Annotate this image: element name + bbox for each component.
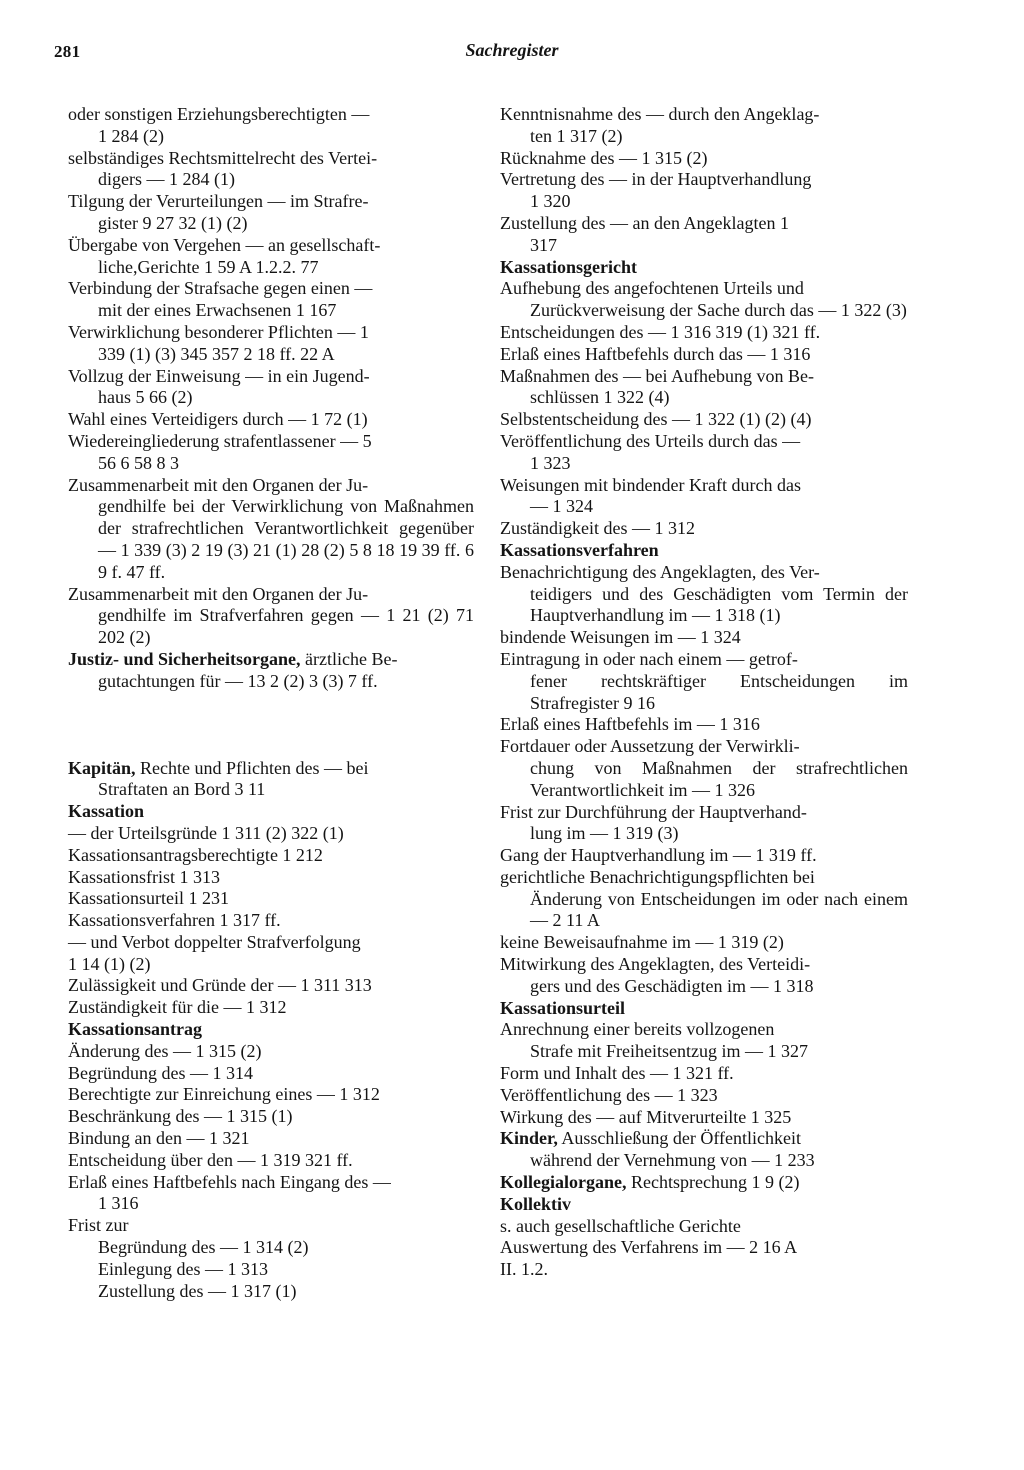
entry-text: Frist zur	[68, 1215, 129, 1236]
index-entry	[68, 409, 474, 431]
index-entry	[500, 344, 908, 366]
index-column-left	[68, 104, 474, 1302]
entry-text: — der Urteilsgründe 1 311 (2) 322 (1)	[68, 822, 344, 843]
entry-continuation: während der Vernehmung von — 1 233	[530, 1150, 815, 1171]
entry-text: Bindung an den — 1 321	[68, 1128, 250, 1149]
index-entry	[500, 562, 908, 627]
index-entry	[68, 1128, 474, 1150]
index-entry	[68, 1041, 474, 1063]
entry-continuation: schlüssen 1 322 (4)	[530, 387, 670, 408]
entry-text: gerichtliche Benachrichtigungspflichten bei	[500, 866, 815, 887]
entry-continuation: Änderung von Entscheidungen im oder nach einem — 2 11 A	[530, 888, 908, 931]
index-entry	[500, 213, 908, 257]
index-entry	[500, 714, 908, 736]
index-entry	[500, 518, 908, 540]
entry-heading: Kassationsgericht	[500, 256, 637, 277]
index-entry	[68, 148, 474, 192]
index-entry	[68, 758, 474, 802]
index-entry	[68, 1084, 474, 1106]
index-entry	[500, 932, 908, 954]
entry-text: Benachrichtigung des Angeklagten, des Ver-	[500, 561, 820, 582]
entry-continuation: lung im — 1 319 (3)	[530, 823, 679, 844]
entry-text: Verwirklichung besonderer Pflichten — 1	[68, 321, 369, 342]
index-entry	[500, 257, 908, 279]
index-entry	[500, 148, 908, 170]
entry-text: Entscheidung über den — 1 319 321 ff.	[68, 1149, 353, 1170]
entry-text: Zustellung des — 1 317 (1)	[98, 1280, 297, 1301]
entry-text: Rechte und Pflichten des — bei	[135, 757, 369, 778]
index-entry	[500, 1128, 908, 1172]
entry-heading: Kassationsantrag	[68, 1019, 203, 1040]
entry-continuation: gutachtungen für — 13 2 (2) 3 (3) 7 ff.	[98, 670, 378, 691]
entry-heading: Kassationsurteil	[500, 997, 626, 1018]
entry-text: Vertretung des — in der Hauptverhandlung	[500, 169, 812, 190]
index-entry	[500, 736, 908, 801]
entry-text: Übergabe von Vergehen — an gesellschaft-	[68, 234, 381, 255]
entry-text: keine Beweisaufnahme im — 1 319 (2)	[500, 932, 784, 953]
entry-text: Zusammenarbeit mit den Organen der Ju-	[68, 474, 369, 495]
entry-continuation: II. 1.2.	[500, 1259, 548, 1280]
index-entry	[68, 235, 474, 279]
entry-text: Eintragung in oder nach einem — getrof-	[500, 648, 798, 669]
index-entry	[68, 278, 474, 322]
index-entry	[500, 409, 908, 431]
index-entry	[68, 191, 474, 235]
index-entry	[68, 1106, 474, 1128]
index-entry	[68, 975, 474, 997]
index-entry	[500, 649, 908, 714]
index-entry	[500, 998, 908, 1020]
entry-text: Wiedereingliederung strafentlassener — 5	[68, 430, 372, 451]
entry-text: Kassationsfrist 1 313	[68, 866, 220, 887]
entry-text: Rechtsprechung 1 9 (2)	[626, 1172, 800, 1193]
entry-text: Einlegung des — 1 313	[98, 1258, 268, 1279]
index-entry	[68, 910, 474, 932]
entry-text: Kenntnisnahme des — durch den Angeklag-	[500, 104, 820, 124]
entry-continuation: liche,Gerichte 1 59 A 1.2.2. 77	[98, 256, 319, 277]
entry-text: Zuständigkeit des — 1 312	[500, 518, 695, 539]
index-entry	[68, 801, 474, 823]
entry-continuation: teidigers und des Geschädigten vom Termin der Hauptverhandlung im — 1 318 (1)	[530, 583, 908, 626]
index-entry	[500, 1019, 908, 1063]
entry-text: Kassationsantragsberechtigte 1 212	[68, 844, 323, 865]
index-entry	[68, 1237, 474, 1259]
entry-text: Wahl eines Verteidigers durch — 1 72 (1)	[68, 409, 368, 430]
entry-text: Auswertung des Verfahrens im — 2 16 A	[500, 1237, 798, 1258]
entry-continuation: mit der eines Erwachsenen 1 167	[98, 300, 337, 321]
index-entry	[500, 1172, 908, 1194]
entry-text: Aufhebung des angefochtenen Urteils und	[500, 278, 804, 299]
index-entry	[500, 104, 908, 148]
index-entry	[68, 584, 474, 649]
index-entry	[500, 322, 908, 344]
index-entry	[68, 823, 474, 845]
entry-continuation: fener rechtskräftiger Entscheidungen im Strafregister 9 16	[530, 670, 908, 713]
entry-heading: Kollektiv	[500, 1193, 571, 1214]
index-entry	[68, 475, 474, 584]
index-column-right	[500, 104, 908, 1281]
entry-continuation: ten 1 317 (2)	[530, 125, 623, 146]
entry-continuation: 339 (1) (3) 345 357 2 18 ff. 22 A	[98, 343, 335, 364]
entry-heading: Kassation	[68, 801, 145, 822]
entry-continuation: 317	[530, 234, 557, 255]
entry-text: Anrechnung einer bereits vollzogenen	[500, 1019, 775, 1040]
entry-continuation: digers — 1 284 (1)	[98, 169, 235, 190]
index-entry	[68, 997, 474, 1019]
entry-text: Wirkung des — auf Mitverurteilte 1 325	[500, 1106, 792, 1127]
entry-continuation: Zurückverweisung der Sache durch das — 1 322 (3)	[530, 300, 907, 321]
entry-text: Zuständigkeit für die — 1 312	[68, 997, 287, 1018]
entry-text: — und Verbot doppelter Strafverfolgung	[68, 931, 361, 952]
index-entry	[68, 845, 474, 867]
page-number: 281	[54, 42, 81, 61]
entry-continuation: 1 316	[98, 1193, 139, 1214]
entry-heading: Kassationsverfahren	[500, 539, 659, 560]
entry-heading: Kinder,	[500, 1128, 558, 1149]
entry-heading: Kollegialorgane,	[500, 1172, 627, 1193]
entry-text: Kassationsurteil 1 231	[68, 888, 229, 909]
entry-text: Weisungen mit bindender Kraft durch das	[500, 474, 801, 495]
index-entry	[68, 649, 474, 693]
index-entry	[500, 278, 908, 322]
index-entry	[68, 366, 474, 410]
index-entry	[500, 954, 908, 998]
entry-text: Begründung des — 1 314	[68, 1062, 253, 1083]
entry-text: Erlaß eines Haftbefehls im — 1 316	[500, 714, 760, 735]
index-entry	[500, 169, 908, 213]
index-entry	[68, 1150, 474, 1172]
entry-text: Erlaß eines Haftbefehls nach Eingang des —	[68, 1171, 391, 1192]
index-entry	[68, 1281, 474, 1303]
index-entry	[500, 366, 908, 410]
entry-text: Vollzug der Einweisung — in ein Jugend-	[68, 365, 370, 386]
entry-continuation: chung von Maßnahmen der strafrechtlichen Verantwortlichkeit im — 1 326	[530, 757, 908, 800]
index-entry	[68, 1063, 474, 1085]
entry-text: Beschränkung des — 1 315 (1)	[68, 1106, 293, 1127]
entry-text: Maßnahmen des — bei Aufhebung von Be-	[500, 365, 814, 386]
entry-text: Änderung des — 1 315 (2)	[68, 1040, 262, 1061]
entry-continuation: 1 323	[530, 452, 571, 473]
entry-text: Berechtigte zur Einreichung eines — 1 312	[68, 1084, 380, 1105]
index-entry	[68, 1019, 474, 1041]
entry-continuation: — 1 324	[530, 496, 593, 517]
index-entry	[500, 1063, 908, 1085]
entry-text: Zulässigkeit und Gründe der — 1 311 313	[68, 975, 372, 996]
entry-heading: Justiz- und Sicherheitsorgane,	[68, 648, 301, 669]
entry-text: Selbstentscheidung des — 1 322 (1) (2) (4)	[500, 409, 812, 430]
index-entry	[500, 1107, 908, 1129]
entry-text: Mitwirkung des Angeklagten, des Verteidi-	[500, 954, 811, 975]
entry-text: Form und Inhalt des — 1 321 ff.	[500, 1063, 734, 1084]
index-entry	[500, 540, 908, 562]
index-entry	[500, 802, 908, 846]
entry-text: bindende Weisungen im — 1 324	[500, 627, 741, 648]
entry-text: Veröffentlichung des — 1 323	[500, 1084, 718, 1105]
entry-continuation: haus 5 66 (2)	[98, 387, 193, 408]
entry-text: s. auch gesellschaftliche Gerichte	[500, 1215, 741, 1236]
entry-text: Zusammenarbeit mit den Organen der Ju-	[68, 583, 369, 604]
entry-continuation: gendhilfe im Strafverfahren gegen — 1 21 (2) 71 202 (2)	[98, 605, 474, 648]
index-entry	[68, 104, 474, 148]
index-entry	[68, 1259, 474, 1281]
entry-text: Veröffentlichung des Urteils durch das —	[500, 430, 801, 451]
page-title: Sachregister	[465, 40, 559, 60]
section-gap	[68, 693, 474, 758]
entry-text: Zustellung des — an den Angeklagten 1	[500, 212, 789, 233]
index-entry	[500, 431, 908, 475]
entry-text: Frist zur Durchführung der Hauptverhand-	[500, 801, 807, 822]
index-entry	[68, 1172, 474, 1216]
entry-text: Tilgung der Verurteilungen — im Strafre-	[68, 191, 369, 212]
entry-text: oder sonstigen Erziehungsberechtigten —	[68, 104, 370, 124]
index-entry	[500, 1085, 908, 1107]
index-entry	[68, 888, 474, 910]
entry-text: Ausschließung der Öffentlichkeit	[557, 1128, 801, 1149]
index-entry	[68, 322, 474, 366]
entry-text: Entscheidungen des — 1 316 319 (1) 321 ff.	[500, 321, 821, 342]
entry-text: Rücknahme des — 1 315 (2)	[500, 147, 708, 168]
index-entry	[500, 867, 908, 932]
index-entry	[68, 1215, 474, 1237]
entry-continuation: Strafe mit Freiheitsentzug im — 1 327	[530, 1041, 808, 1062]
entry-text: Kassationsverfahren 1 317 ff.	[68, 910, 281, 931]
entry-continuation: 56 6 58 8 3	[98, 452, 179, 473]
entry-text: Begründung des — 1 314 (2)	[98, 1237, 309, 1258]
entry-continuation: gister 9 27 32 (1) (2)	[98, 212, 248, 233]
index-entry	[68, 932, 474, 976]
index-entry	[500, 475, 908, 519]
index-entry	[500, 1194, 908, 1216]
entry-heading: Kapitän,	[68, 757, 136, 778]
entry-text: Erlaß eines Haftbefehls durch das — 1 316	[500, 343, 811, 364]
index-entry	[500, 1216, 908, 1238]
index-entry	[500, 845, 908, 867]
entry-continuation: 1 320	[530, 191, 571, 212]
entry-text: Fortdauer oder Aussetzung der Verwirkli-	[500, 736, 800, 757]
entry-continuation: 1 14 (1) (2)	[68, 953, 151, 974]
entry-text: selbständiges Rechtsmittelrecht des Vertei-	[68, 147, 378, 168]
index-entry	[500, 1237, 908, 1281]
entry-continuation: gendhilfe bei der Verwirklichung von Maßnahmen der strafrechtlichen Verantwortlichkeit gegenüber — 1 339 (3) 2 19 (3) 21 (1) 28 (2) 5 8 18 19 39 ff. 6 9 f. 47 ff.	[98, 496, 474, 582]
entry-continuation: Straftaten an Bord 3 11	[98, 779, 266, 800]
index-entry	[68, 431, 474, 475]
entry-continuation: 1 284 (2)	[98, 125, 164, 146]
index-entry	[68, 867, 474, 889]
entry-text: Verbindung der Strafsache gegen einen —	[68, 278, 373, 299]
entry-text: ärztliche Be-	[300, 648, 398, 669]
index-entry	[500, 627, 908, 649]
entry-continuation: gers und des Geschädigten im — 1 318	[530, 975, 814, 996]
entry-text: Gang der Hauptverhandlung im — 1 319 ff.	[500, 845, 817, 866]
